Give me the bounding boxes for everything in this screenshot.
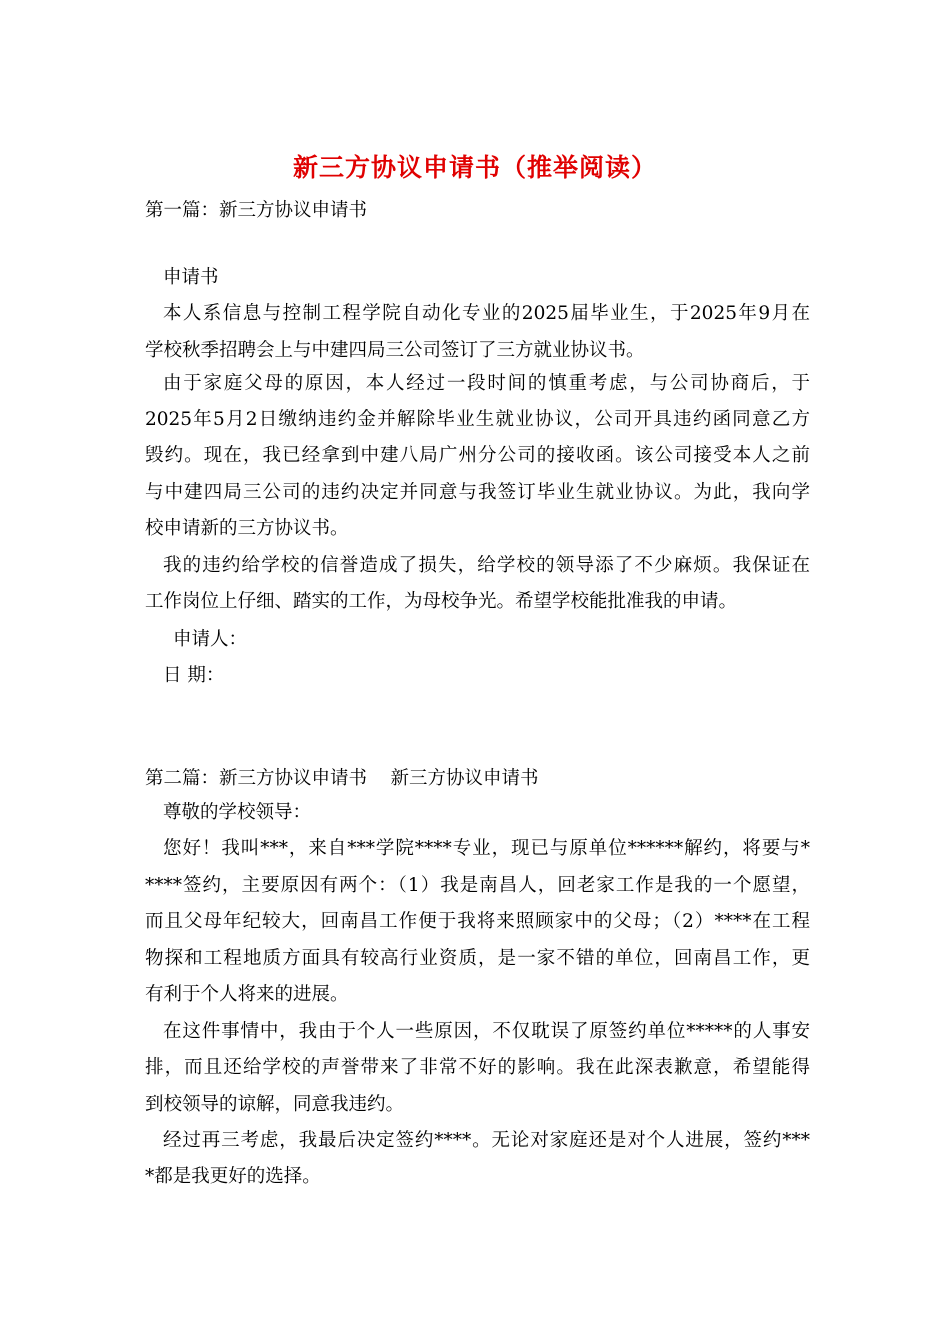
paragraph-line: 2025年5月2日缴纳违约金并解除毕业生就业协议，公司开具违约函同意乙方 xyxy=(145,409,810,430)
paragraph-line: 您好！我叫***，来自***学院****专业，现已与原单位******解约，将要与* xyxy=(163,838,810,859)
paragraph-line: 经过再三考虑，我最后决定签约****。无论对家庭还是对个人进展，签约*** xyxy=(163,1130,810,1151)
paragraph-line: 校申请新的三方协议书。 xyxy=(145,518,349,539)
paragraph-line: 排，而且还给学校的声誉带来了非常不好的影响。我在此深表歉意，希望能得 xyxy=(145,1057,810,1078)
paragraph-line: 而且父母年纪较大，回南昌工作便于我将来照顾家中的父母；（2）****在工程 xyxy=(145,911,810,932)
salutation: 尊敬的学校领导： xyxy=(163,802,312,823)
paragraph-line: ****签约，主要原因有两个：（1）我是南昌人，回老家工作是我的一个愿望， xyxy=(145,875,810,896)
paragraph-line: 到校领导的谅解，同意我违约。 xyxy=(145,1094,405,1115)
paragraph-line: *都是我更好的选择。 xyxy=(145,1166,321,1187)
part2-heading: 第二篇：新三方协议申请书 新三方协议申请书 xyxy=(145,768,539,789)
date-label: 日 期： xyxy=(163,665,225,686)
paragraph-line: 毁约。现在，我已经拿到中建八局广州分公司的接收函。该公司接受本人之前 xyxy=(145,445,810,466)
document-title: 新三方协议申请书（推举阅读） xyxy=(292,153,657,182)
paragraph-line: 物探和工程地质方面具有较高行业资质，是一家不错的单位，回南昌工作，更 xyxy=(145,948,810,969)
paragraph-line: 本人系信息与控制工程学院自动化专业的2025届毕业生，于2025年9月在 xyxy=(163,303,810,324)
paragraph-line: 在这件事情中，我由于个人一些原因，不仅耽误了原签约单位*****的人事安 xyxy=(163,1021,810,1042)
paragraph-line: 学校秋季招聘会上与中建四局三公司签订了三方就业协议书。 xyxy=(145,340,645,361)
paragraph-line: 有利于个人将来的进展。 xyxy=(145,984,349,1005)
part1-subheading: 申请书 xyxy=(163,267,219,288)
paragraph-line: 工作岗位上仔细、踏实的工作，为母校争光。希望学校能批准我的申请。 xyxy=(145,591,738,612)
paragraph-line: 由于家庭父母的原因，本人经过一段时间的慎重考虑，与公司协商后，于 xyxy=(163,373,810,394)
paragraph-line: 我的违约给学校的信誉造成了损失，给学校的领导添了不少麻烦。我保证在 xyxy=(163,555,810,576)
part1-heading: 第一篇：新三方协议申请书 xyxy=(145,200,368,221)
paragraph-line: 与中建四局三公司的违约决定并同意与我签订毕业生就业协议。为此，我向学 xyxy=(145,482,810,503)
applicant-label: 申请人： xyxy=(173,629,248,650)
